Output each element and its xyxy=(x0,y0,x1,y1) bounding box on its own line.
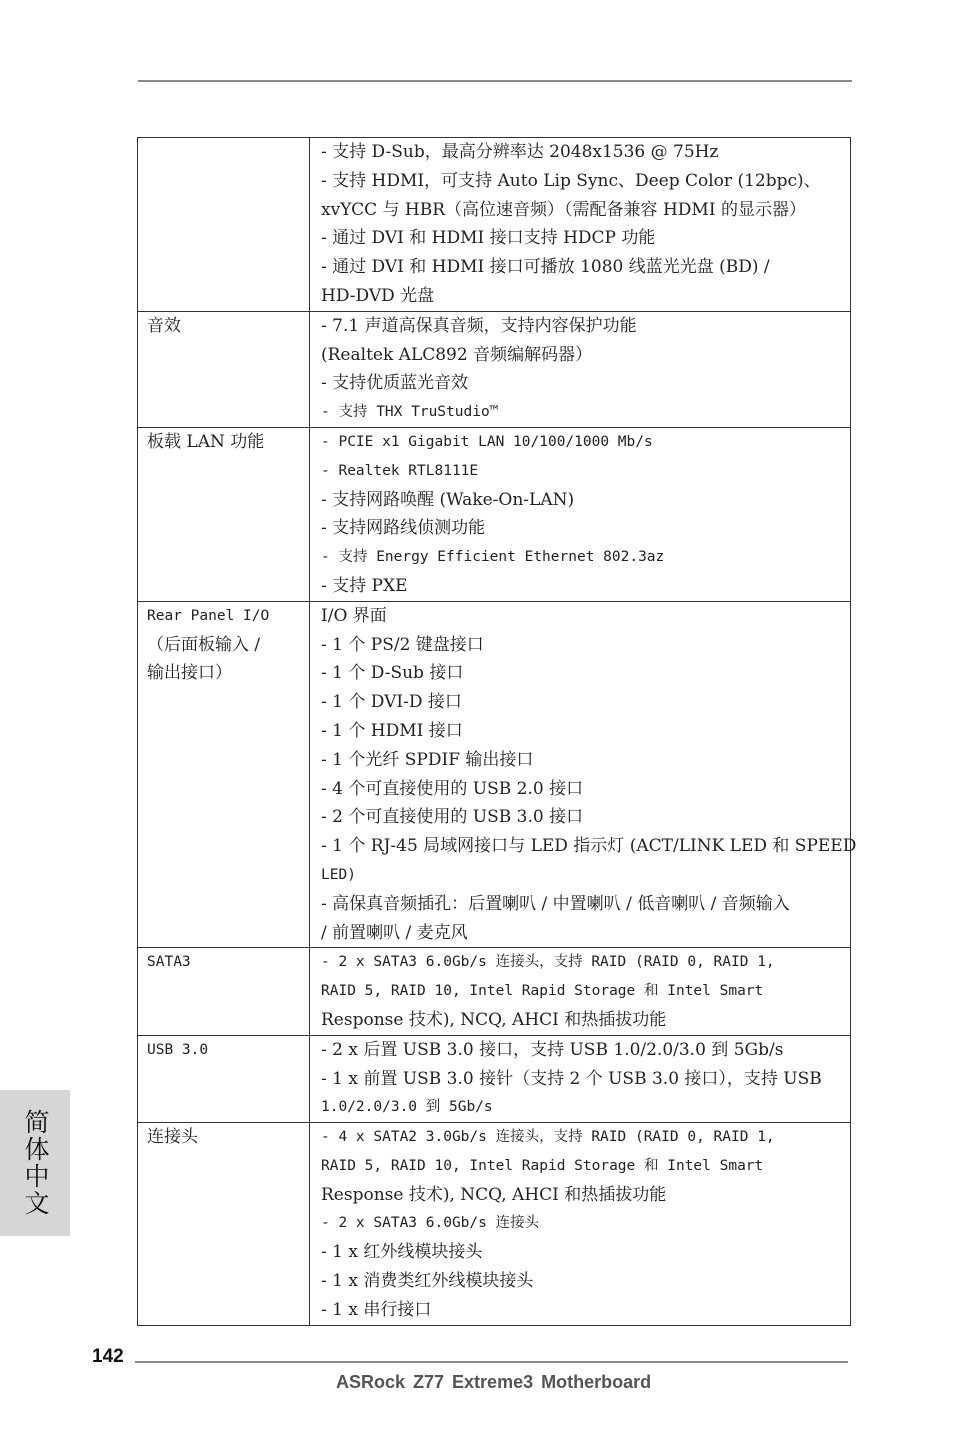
language-side-tab xyxy=(0,1090,70,1236)
spec-line: - 通过 DVI 和 HDMI 接口支持 HDCP 功能 xyxy=(321,228,656,249)
spec-row xyxy=(138,1123,851,1326)
spec-label-cell xyxy=(138,1035,310,1122)
spec-line: Response 技术), NCQ, AHCI 和热插拔功能 xyxy=(321,1009,667,1030)
spec-row xyxy=(138,311,851,427)
spec-line: - Realtek RTL8111E xyxy=(321,462,479,479)
page-number: 142 xyxy=(92,1346,124,1367)
spec-label-cell xyxy=(138,601,310,948)
spec-line: LED) xyxy=(321,866,356,883)
spec-line: - 支持 PXE xyxy=(321,575,408,596)
spec-line: - 2 x 后置 USB 3.0 接口，支持 USB 1.0/2.0/3.0 到 5Gb/s xyxy=(321,1039,784,1060)
spec-line: I/O 界面 xyxy=(321,605,387,626)
spec-row xyxy=(138,601,851,948)
spec-row xyxy=(138,427,851,601)
spec-label-cell xyxy=(138,311,310,427)
spec-label: 输出接口） xyxy=(147,663,232,684)
spec-label: （后面板输入 / xyxy=(147,634,261,655)
bottom-rule xyxy=(135,1361,848,1363)
footer-title: ASRock Z77 Extreme3 Motherboard xyxy=(336,1372,652,1392)
spec-label-cell xyxy=(138,948,310,1035)
spec-line: - 支持网路唤醒 (Wake-On-LAN) xyxy=(321,489,575,510)
spec-line: - 高保真音频插孔：后置喇叭 / 中置喇叭 / 低音喇叭 / 音频输入 xyxy=(321,893,790,914)
spec-content-cell xyxy=(310,948,851,1035)
spec-row xyxy=(138,1035,851,1122)
spec-row xyxy=(138,948,851,1035)
spec-line: - 2 个可直接使用的 USB 3.0 接口 xyxy=(321,807,584,828)
spec-line: - 4 x SATA2 3.0Gb/s 连接头，支持 RAID (RAID 0, RAID 1, xyxy=(321,1129,775,1146)
spec-content-cell xyxy=(310,138,851,312)
spec-content-cell xyxy=(310,427,851,601)
spec-line: - 1 个光纤 SPDIF 输出接口 xyxy=(321,749,534,770)
spec-line: - 1 个 HDMI 接口 xyxy=(321,720,463,741)
spec-label-cell xyxy=(138,138,310,312)
spec-label: 板载 LAN 功能 xyxy=(147,431,265,452)
spec-line: - 支持 D-Sub，最高分辨率达 2048x1536 @ 75Hz xyxy=(321,142,719,162)
spec-line: - 1 个 D-Sub 接口 xyxy=(321,663,464,684)
spec-label-cell xyxy=(138,427,310,601)
spec-content-cell xyxy=(310,1123,851,1326)
side-tab-label: 简体中文 xyxy=(21,1109,50,1217)
spec-line: - 1 个 RJ-45 局域网接口与 LED 指示灯 (ACT/LINK LED 和 SPEED xyxy=(321,836,857,857)
top-rule xyxy=(138,80,852,82)
spec-table xyxy=(137,137,857,1326)
spec-line: - 1 x 红外线模块接头 xyxy=(321,1242,483,1263)
spec-label: USB 3.0 xyxy=(147,1041,209,1058)
spec-line: - 通过 DVI 和 HDMI 接口可播放 1080 线蓝光光盘 (BD) / xyxy=(321,257,770,278)
spec-line: Response 技术), NCQ, AHCI 和热插拔功能 xyxy=(321,1184,667,1205)
spec-line: - 支持 THX TruStudio™ xyxy=(321,404,499,421)
spec-line: - 7.1 声道高保真音频，支持内容保护功能 xyxy=(321,315,637,336)
spec-label: SATA3 xyxy=(147,954,191,971)
spec-line: - 1 x 前置 USB 3.0 接针（支持 2 个 USB 3.0 接口），支持 USB xyxy=(321,1068,822,1089)
spec-line: - PCIE x1 Gigabit LAN 10/100/1000 Mb/s xyxy=(321,433,653,450)
spec-line: - 1 个 PS/2 键盘接口 xyxy=(321,634,484,655)
spec-content-cell xyxy=(310,601,857,948)
spec-line: / 前置喇叭 / 麦克风 xyxy=(321,922,468,943)
spec-line: - 2 x SATA3 6.0Gb/s 连接头 xyxy=(321,1215,540,1232)
spec-line: xvYCC 与 HBR（高位速音频）（需配备兼容 HDMI 的显示器） xyxy=(321,199,806,220)
spec-line: RAID 5, RAID 10, Intel Rapid Storage 和 Intel Smart xyxy=(321,983,764,1000)
spec-row xyxy=(138,138,851,312)
spec-line: 1.0/2.0/3.0 到 5Gb/s xyxy=(321,1099,493,1116)
spec-label: 连接头 xyxy=(147,1127,198,1148)
spec-content-cell xyxy=(310,1035,851,1122)
spec-label-cell xyxy=(138,1123,310,1326)
spec-line: - 支持 Energy Efficient Ethernet 802.3az xyxy=(321,549,665,566)
spec-content-cell xyxy=(310,311,851,427)
spec-label: 音效 xyxy=(147,315,181,336)
spec-line: - 2 x SATA3 6.0Gb/s 连接头，支持 RAID (RAID 0, RAID 1, xyxy=(321,954,775,971)
spec-label: Rear Panel I/O xyxy=(147,607,270,624)
spec-line: - 1 x 串行接口 xyxy=(321,1299,432,1320)
spec-line: HD-DVD 光盘 xyxy=(321,285,435,306)
spec-table-body xyxy=(138,138,857,1326)
spec-line: - 1 x 消费类红外线模块接头 xyxy=(321,1271,534,1292)
spec-line: - 4 个可直接使用的 USB 2.0 接口 xyxy=(321,778,584,799)
spec-line: - 1 个 DVI-D 接口 xyxy=(321,692,462,713)
spec-line: - 支持优质蓝光音效 xyxy=(321,373,469,394)
spec-line: RAID 5, RAID 10, Intel Rapid Storage 和 Intel Smart xyxy=(321,1157,764,1174)
spec-line: - 支持网路线侦测功能 xyxy=(321,518,486,539)
spec-line: - 支持 HDMI，可支持 Auto Lip Sync、Deep Color (12bpc)、 xyxy=(321,170,821,191)
spec-line: (Realtek ALC892 音频编解码器） xyxy=(321,344,593,365)
